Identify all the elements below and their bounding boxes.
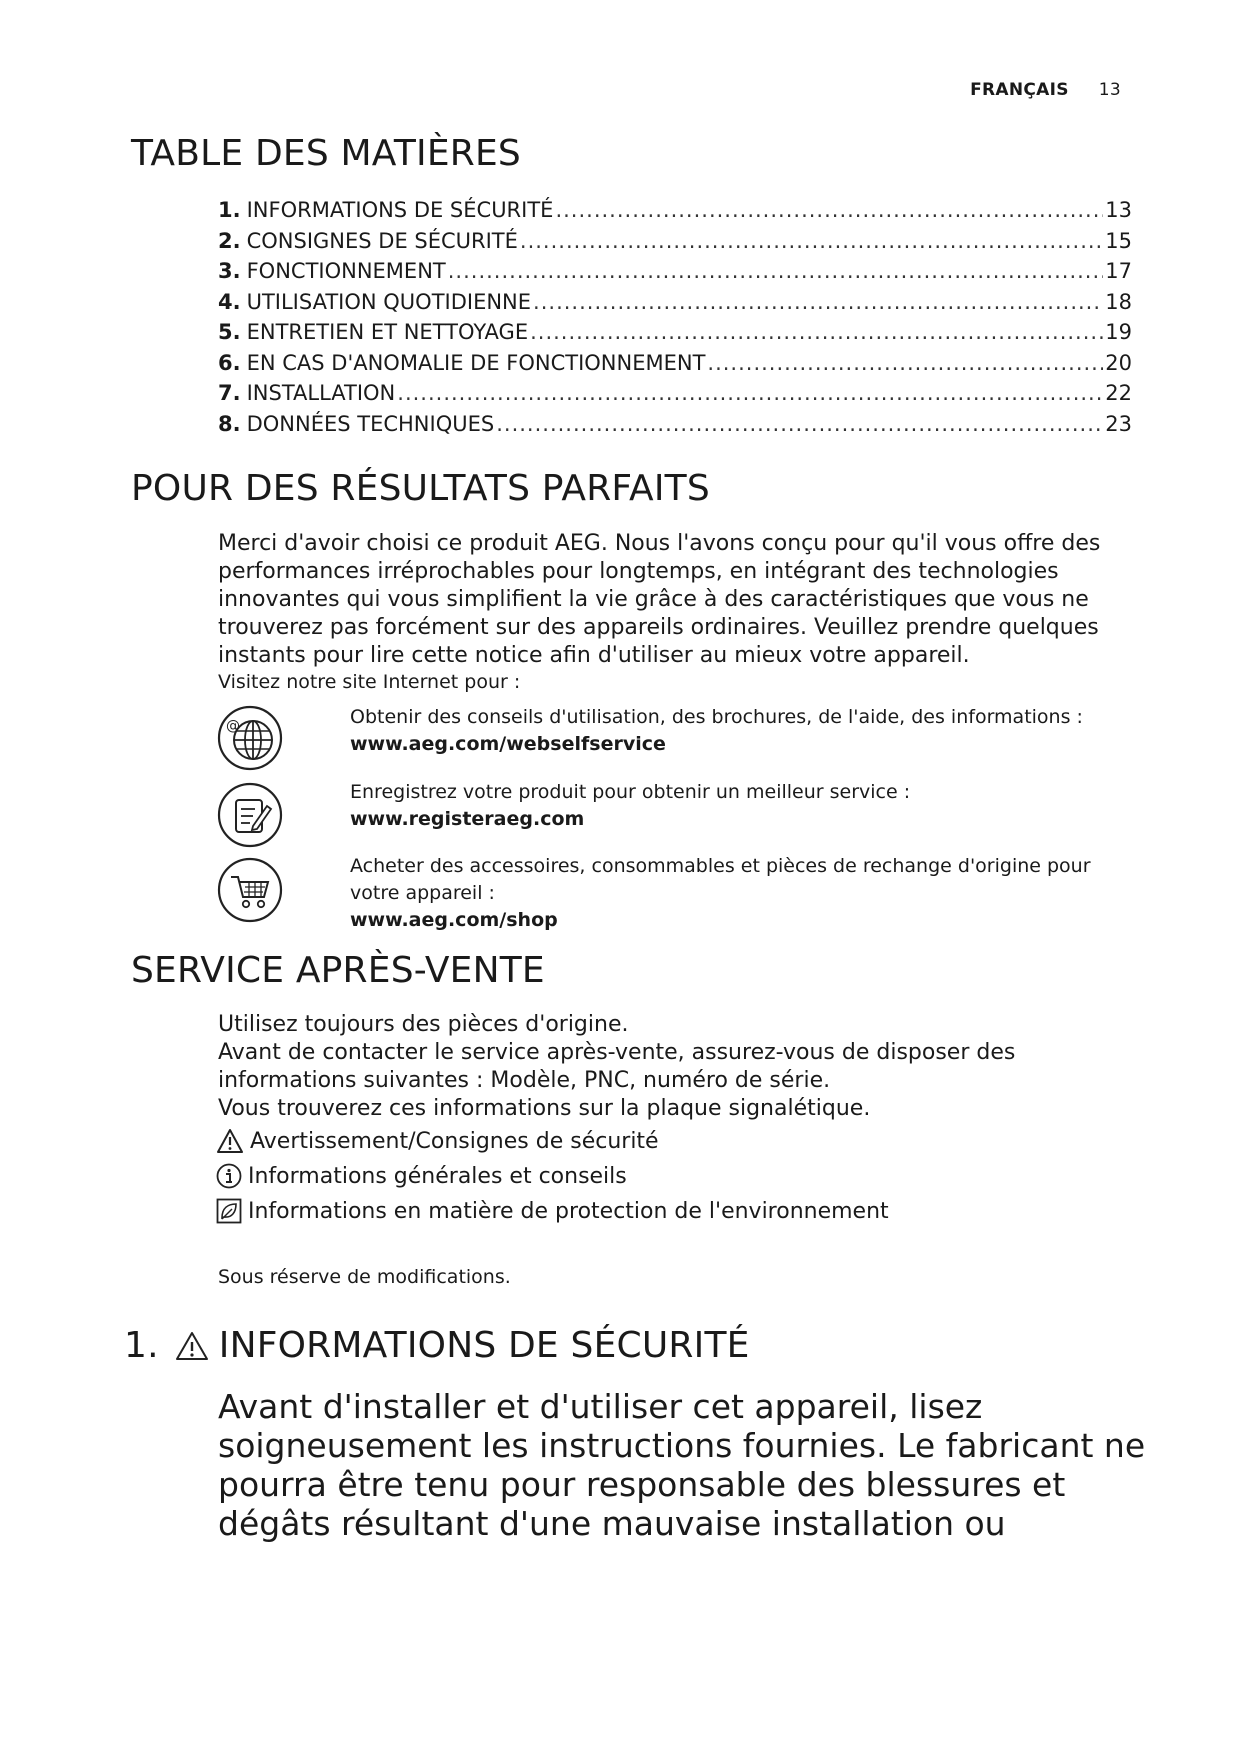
- toc-item-page: 22: [1105, 381, 1132, 405]
- legend-label: Informations en matière de protection de l'environnement: [248, 1198, 889, 1224]
- results-intro: Merci d'avoir choisi ce produit AEG. Nous l'avons conçu pour qu'il vous offre des performances irréprochables pour longtemps, en intégrant des technologies innovantes qui vous simplifient la vie grâce à des caractéristiques que vous ne trouverez pas forcément sur des appareils ordinaires. Veuillez prendre quelques instants pour lire cette notice afin d'utiliser au mieux votre appareil.: [218, 531, 1101, 668]
- toc-item-page: 17: [1105, 259, 1132, 283]
- toc-item[interactable]: 3. FONCTIONNEMENT ..... 17: [218, 259, 1132, 290]
- safety-title: INFORMATIONS DE SÉCURITÉ: [218, 1325, 750, 1366]
- safety-text: Avant d'installer et d'utiliser cet appareil, lisez soigneusement les instructions fournies. Le fabricant ne pourra être tenu pour responsable des blessures et dégâts résultant d'une mauvaise installation ou: [218, 1387, 1146, 1543]
- globe-icon: [217, 705, 283, 771]
- webselfservice-link[interactable]: www.aeg.com/webselfservice: [350, 733, 666, 755]
- toc-item[interactable]: 5. ENTRETIEN ET NETTOYAGE ..... 19: [218, 320, 1132, 351]
- shop-link[interactable]: www.aeg.com/shop: [350, 909, 558, 931]
- legend-environment: [216, 1198, 889, 1224]
- service-title: SERVICE APRÈS-VENTE: [131, 950, 545, 991]
- toc-item-page: 18: [1105, 289, 1132, 314]
- toc-item[interactable]: 8. DONNÉES TECHNIQUES ..... 23: [218, 412, 1132, 443]
- cart-icon: [217, 857, 283, 923]
- link-shop: [350, 853, 1140, 934]
- table-of-contents: [218, 198, 1132, 442]
- toc-item-label: ENTRETIEN ET NETTOYAGE: [246, 320, 529, 344]
- register-icon: [217, 782, 283, 848]
- register-link[interactable]: www.registeraeg.com: [350, 808, 585, 830]
- link-register: [350, 779, 1140, 833]
- warning-icon: [216, 1128, 244, 1154]
- modifications-note: Sous réserve de modifications.: [218, 1266, 511, 1288]
- toc-item[interactable]: 7. INSTALLATION ..... 22: [218, 381, 1132, 412]
- safety-number: 1.: [124, 1325, 159, 1366]
- visit-text: Visitez notre site Internet pour :: [218, 671, 521, 693]
- link-description: Enregistrez votre produit pour obtenir un meilleur service :: [350, 781, 911, 803]
- legend-label: Informations générales et conseils: [248, 1163, 627, 1189]
- toc-item-page: 15: [1105, 228, 1132, 253]
- toc-item-page: 13: [1105, 198, 1132, 222]
- toc-item[interactable]: 2. CONSIGNES DE SÉCURITÉ ..... 15: [218, 229, 1132, 260]
- toc-item-label: INFORMATIONS DE SÉCURITÉ: [246, 198, 554, 222]
- results-title: POUR DES RÉSULTATS PARFAITS: [131, 468, 710, 509]
- link-description: Obtenir des conseils d'utilisation, des brochures, de l'aide, des informations :: [350, 706, 1083, 728]
- toc-item-label: UTILISATION QUOTIDIENNE: [246, 289, 532, 314]
- toc-item-label: FONCTIONNEMENT: [246, 259, 446, 283]
- safety-heading: [124, 1325, 750, 1366]
- toc-item-label: DONNÉES TECHNIQUES: [246, 411, 495, 436]
- toc-item[interactable]: 6. EN CAS D'ANOMALIE DE FONCTIONNEMENT ..... 20: [218, 351, 1132, 382]
- link-webselfservice: [350, 704, 1140, 758]
- info-icon: [216, 1163, 242, 1189]
- toc-item[interactable]: 4. UTILISATION QUOTIDIENNE ..... 18: [218, 290, 1132, 321]
- legend-label: Avertissement/Consignes de sécurité: [250, 1128, 659, 1154]
- toc-item-page: 20: [1105, 350, 1132, 375]
- link-description: Acheter des accessoires, consommables et pièces de rechange d'origine pour votre appareil :: [350, 855, 1091, 904]
- legend-warning: [216, 1128, 659, 1154]
- svg-text:@: @: [226, 718, 240, 734]
- page-header: [970, 80, 1121, 100]
- page-number: 13: [1098, 80, 1121, 100]
- warning-icon: [175, 1331, 209, 1361]
- toc-title: TABLE DES MATIÈRES: [131, 133, 521, 174]
- toc-item-page: 19: [1105, 320, 1132, 344]
- environment-icon: [216, 1198, 242, 1224]
- toc-item-label: CONSIGNES DE SÉCURITÉ: [246, 228, 518, 253]
- service-line: Avant de contacter le service après-vente, assurez-vous de disposer des informations suivantes : Modèle, PNC, numéro de série.: [218, 1040, 1016, 1093]
- toc-item[interactable]: 1. INFORMATIONS DE SÉCURITÉ ..... 13: [218, 198, 1132, 229]
- language-label: FRANÇAIS: [970, 80, 1069, 100]
- service-text: [218, 1011, 1138, 1123]
- toc-item-page: 23: [1105, 411, 1132, 436]
- service-line: Vous trouverez ces informations sur la plaque signalétique.: [218, 1096, 871, 1121]
- service-line: Utilisez toujours des pièces d'origine.: [218, 1012, 629, 1037]
- toc-item-label: EN CAS D'ANOMALIE DE FONCTIONNEMENT: [246, 350, 706, 375]
- toc-item-label: INSTALLATION: [246, 381, 396, 405]
- legend-info: [216, 1163, 627, 1189]
